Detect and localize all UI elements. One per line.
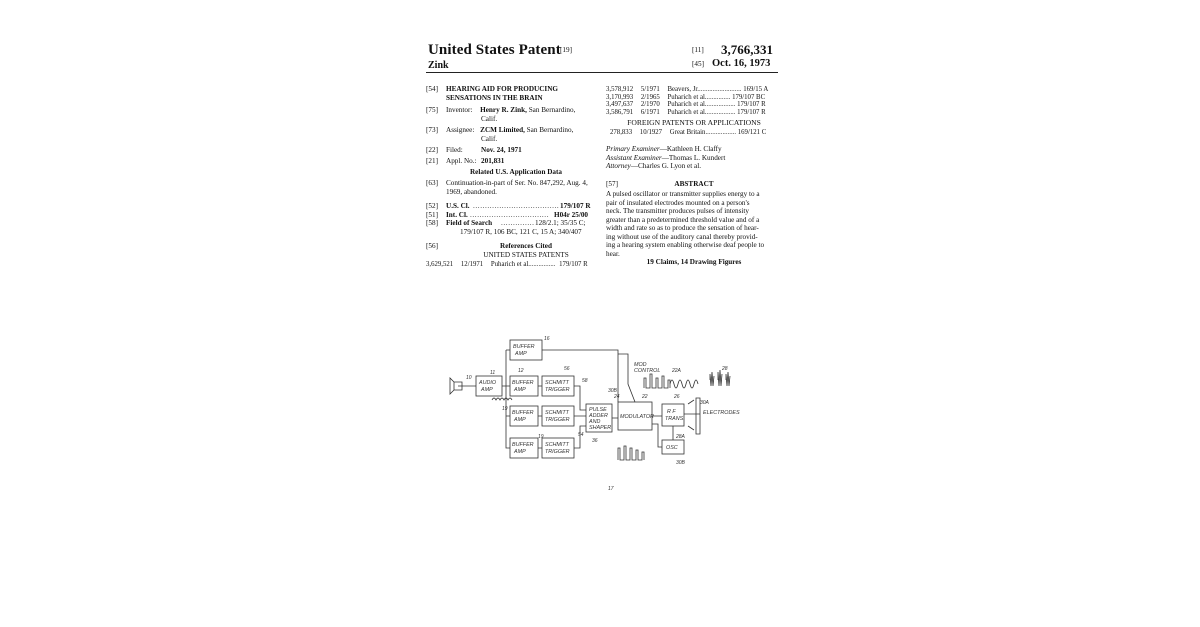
abstract-text: A pulsed oscillator or transmitter supplies energy to a pair of insulated electrodes mounted on a person's neck. The transmitter produces pulses of intensity greater than a predetermined threshold value and of a width and rate so as to produce the sensation of hear- ing without use of the auditory canal thereby provid- ing a hearing system enabling otherwise deaf people to hear. xyxy=(606,190,765,258)
patent-number-code: [11] xyxy=(692,46,704,54)
field-56-code: [56] xyxy=(426,242,438,250)
svg-text:AMP: AMP xyxy=(514,387,526,393)
patent-title: United States Patent xyxy=(428,42,561,58)
svg-text:SCHMITT: SCHMITT xyxy=(545,442,569,448)
title-code: [19] xyxy=(560,46,572,54)
svg-text:16: 16 xyxy=(544,336,550,342)
svg-text:26: 26 xyxy=(674,394,680,400)
field-58-code: [58] xyxy=(426,219,438,227)
inventor-short: Zink xyxy=(428,60,449,71)
svg-text:AMP: AMP xyxy=(514,449,526,455)
svg-text:36: 36 xyxy=(592,438,598,444)
reference-row: 3,578,912 5/1971 Beavers, Jr.......................... 169/15 A xyxy=(606,86,769,93)
abstract-heading: ABSTRACT xyxy=(674,180,714,188)
carrier-waveform xyxy=(670,380,698,388)
svg-text:24: 24 xyxy=(614,394,620,400)
ref-class: 179/107 BC xyxy=(732,93,766,101)
ref-class: 169/15 A xyxy=(743,86,769,93)
assignee-label: Assignee: xyxy=(446,126,475,134)
appl-no-value: 201,831 xyxy=(481,157,505,165)
assignee-field xyxy=(446,126,573,134)
ref-number: 3,629,521 xyxy=(426,261,454,268)
svg-text:OSC: OSC xyxy=(666,445,678,451)
filed-date: Nov. 24, 1971 xyxy=(481,146,522,154)
ref-date: 2/1970 xyxy=(640,101,660,108)
field-75-code: [75] xyxy=(426,106,438,114)
ref-class: 169/121 C xyxy=(737,129,767,136)
ref-number: 278,833 xyxy=(610,129,633,136)
us-cl-label: U.S. Cl. xyxy=(446,202,470,210)
svg-text:12: 12 xyxy=(518,368,524,374)
rf-transmitter-block xyxy=(662,404,684,426)
block-diagram-figure xyxy=(418,334,782,574)
ref-name: Puharich et al. xyxy=(667,101,707,108)
ref-number: 3,497,637 xyxy=(606,101,634,108)
svg-text:58: 58 xyxy=(582,378,588,384)
svg-text:22: 22 xyxy=(642,394,648,400)
svg-text:AMP: AMP xyxy=(481,387,493,393)
svg-text:19: 19 xyxy=(502,406,508,412)
svg-text:SCHMITT: SCHMITT xyxy=(545,410,569,416)
ref-name: Puharich et al. xyxy=(667,108,707,116)
svg-text:PULSE: PULSE xyxy=(589,407,607,413)
ref-date: 10/1927 xyxy=(639,129,663,136)
continuation-line2: 1969, abandoned. xyxy=(446,187,497,196)
ref-number: 3,170,993 xyxy=(606,93,634,101)
patent-number: 3,766,331 xyxy=(721,42,773,57)
related-data-heading: Related U.S. Application Data xyxy=(469,168,563,176)
schmitt-trigger-block-1 xyxy=(542,376,574,396)
ref-date: 6/1971 xyxy=(640,108,660,116)
int-cl-value: H04r 25/00 xyxy=(554,210,589,219)
ref-class: 179/107 R xyxy=(737,108,766,116)
us-patents-heading: UNITED STATES PATENTS xyxy=(483,251,569,259)
attorney: Attorney—Charles G. Lyon et al. xyxy=(606,162,702,170)
ref-name: Puharich et al. xyxy=(667,93,707,101)
buffer-amp-block-4 xyxy=(510,438,538,458)
schmitt-trigger-block-3 xyxy=(542,438,574,458)
invention-title-line2: SENSATIONS IN THE BRAIN xyxy=(446,93,543,102)
foreign-patents-heading: FOREIGN PATENTS OR APPLICATIONS xyxy=(627,118,761,127)
inventor-state: Calif. xyxy=(481,114,498,123)
svg-text:AMP: AMP xyxy=(514,417,526,423)
field-of-search-value: 128/2.1; 35/35 C; xyxy=(535,219,586,227)
svg-text:17: 17 xyxy=(608,486,614,492)
svg-text:54: 54 xyxy=(578,432,584,438)
buffer-amp-block-3 xyxy=(510,406,538,426)
ref-name: Puharich et al. xyxy=(490,261,530,268)
buffer-amp-top-block xyxy=(510,340,542,360)
assignee-state: Calif. xyxy=(481,134,498,143)
svg-text:CONTROL: CONTROL xyxy=(634,368,661,374)
svg-text:TRANS.: TRANS. xyxy=(665,416,685,422)
us-cl-value: 179/107 R xyxy=(560,202,591,210)
svg-text:AMP: AMP xyxy=(515,351,527,357)
ref-class: 179/107 R xyxy=(559,261,588,268)
patent-date: Oct. 16, 1973 xyxy=(712,58,771,69)
svg-text:R F: R F xyxy=(667,409,676,415)
ref-number: 3,586,791 xyxy=(606,108,634,116)
references-cited-heading: References Cited xyxy=(500,242,552,250)
field-21-code: [21] xyxy=(426,157,438,165)
filed-label: Filed: xyxy=(446,146,463,154)
ref-name: Great Britain xyxy=(669,129,706,136)
ref-name: Beavers, Jr. xyxy=(667,86,700,93)
svg-text:30B: 30B xyxy=(608,388,617,394)
buffer-amp-top-label: BUFFER xyxy=(513,344,535,350)
svg-text:MODULATOR: MODULATOR xyxy=(620,414,654,420)
modulated-output-waveform xyxy=(710,370,730,386)
header-rule xyxy=(426,72,778,73)
reference-row: 3,497,637 2/1970 Puharich et al.................. 179/107 R xyxy=(606,101,766,108)
svg-text:AUDIO: AUDIO xyxy=(479,380,497,386)
electrodes-label: ELECTRODES xyxy=(703,410,740,416)
inventor-label: Inventor: xyxy=(446,106,473,114)
field-54-code: [54] xyxy=(426,85,438,93)
svg-text:30A: 30A xyxy=(700,400,709,406)
buffer-amp-block-2 xyxy=(510,376,538,396)
ref-date: 2/1965 xyxy=(640,93,660,101)
svg-text:11: 11 xyxy=(490,370,496,376)
input-pulse-waveform xyxy=(618,446,644,460)
svg-text:56: 56 xyxy=(564,366,570,372)
field-52-code: [52] xyxy=(426,202,438,210)
assistant-examiner: Assistant Examiner—Thomas L. Kundert xyxy=(606,153,726,162)
field-51-code: [51] xyxy=(426,210,438,219)
svg-text:TRIGGER: TRIGGER xyxy=(545,449,570,455)
svg-text:BUFFER: BUFFER xyxy=(512,442,534,448)
field-of-search-label: Field of Search xyxy=(446,219,493,227)
field-22-code: [22] xyxy=(426,146,438,154)
ref-date: 5/1971 xyxy=(640,86,660,93)
field-73-code: [73] xyxy=(426,126,438,134)
invention-title-line1: HEARING AID FOR PRODUCING xyxy=(446,85,559,93)
svg-text:22A: 22A xyxy=(672,368,681,374)
svg-text:BUFFER: BUFFER xyxy=(512,410,534,416)
reference-row: 3,170,993 2/1965 Puharich et al............... 179/107 BC xyxy=(606,93,766,101)
svg-text:28A: 28A xyxy=(676,434,685,440)
microphone-icon xyxy=(450,378,464,394)
audio-amp-block xyxy=(476,376,502,396)
svg-text:30B: 30B xyxy=(676,460,685,466)
ref-number: 3,578,912 xyxy=(606,86,634,93)
ref-date: 12/1971 xyxy=(460,261,484,268)
reference-row: 3,629,521 12/1971 Puharich et al................ 179/107 R xyxy=(426,261,588,268)
schmitt-trigger-block-2 xyxy=(542,406,574,426)
patent-page: United States Patent [19] Zink [11] 3,766,331 [45] Oct. 16, 1973 [54] HEARING AID FOR PRODUCING SENSATIONS IN THE BRAIN [75] Inventor: Henry R. Zink, San Bernardino, Calif. [73] Assignee: ZCM Limited, San Bernardino, Calif. [22] Filed: Nov. 24, 1971 [21] Appl. No.: 201,831 Related U.S. Application Data [63] Continuation-in-part of Ser. No. 847,292, Aug. 4, 1969, abandoned. [52] U.S. Cl. .................................... 179/107 R [51] Int. Cl. ................................. H04r 25/00 [58] Field of Search .............. 128/2.1; 35/35 C; 179/107 R, 106 BC, 121 C, 15 A; 340/407 [56] References Cited UNITED STATES PATENTS 3,629,521 12/1971 Puharich et al................ 179/107 R 3,578,912 5/1971 Beavers, Jr.......................... 169/15 A 3,170,993 2/1965 Puharich et al............... 179/107 BC 3,497,637 2/1970 Puharich et al.................. 179/107 R 3,586,791 6/1971 Puharich et al.................. 179/107 R FOREIGN PATENTS OR APPLICATIONS 278,833 10/1927 Great Britain.................. 169/121 C Primary Examiner—Kathleen H. Claffy Assistant Examiner—Thomas L. Kundert Attorney—Charles G. Lyon et al. [57] ABSTRACT A pulsed oscillator or transmitter supplies energy to a pair of insulated electrodes mounted on a person's neck. The transmitter produces pulses of intensity greater than a predetermined threshold value and of a width and rate so as to produce the sensation of hear- ing without use of the auditory canal thereby provid- ing a hearing system enabling otherwise deaf people to hear. 19 Claims, 14 Drawing Figures BUFFER AMP AUDIO AMP BUFFER AMP SCHMITT TRIGGER BUFFER AMP SCHMITT TRIGGER BUFFER AMP SCHMITT TRIGGER PULSE ADDER AND SHAPER MODULATOR R F TRANS. OSC MOD CONTROL ELECTRODES 10 11 12 16 19 19 22 22A 24 26 28 28A 30A 30B 36 30B 56 58 54 17 xyxy=(418,34,782,624)
field-57-code: [57] xyxy=(606,180,618,188)
foreign-reference-row: 278,833 10/1927 Great Britain.................. 169/121 C xyxy=(610,129,767,136)
svg-text:TRIGGER: TRIGGER xyxy=(545,387,570,393)
input-coil xyxy=(492,398,512,400)
svg-text:19: 19 xyxy=(538,434,544,440)
pulse-train-waveform xyxy=(644,374,670,388)
svg-text:28: 28 xyxy=(722,366,728,372)
inventor-field xyxy=(446,106,575,114)
svg-text:SHAPER: SHAPER xyxy=(589,425,612,431)
svg-text:10: 10 xyxy=(466,375,472,381)
mod-control-label: MOD xyxy=(634,362,647,368)
inventor-location: San Bernardino, xyxy=(526,106,576,114)
continuation-line1: Continuation-in-part of Ser. No. 847,292, Aug. 4, xyxy=(446,179,588,187)
inventor-name: Henry R. Zink, xyxy=(480,106,527,114)
svg-text:BUFFER: BUFFER xyxy=(512,380,534,386)
assignee-name: ZCM Limited, xyxy=(480,126,525,134)
reference-row: 3,586,791 6/1971 Puharich et al.................. 179/107 R xyxy=(606,108,766,116)
svg-text:ADDER: ADDER xyxy=(589,413,608,419)
claims-summary: 19 Claims, 14 Drawing Figures xyxy=(646,258,742,266)
appl-no-label: Appl. No.: xyxy=(446,157,477,165)
assignee-location: San Bernardino, xyxy=(524,126,574,134)
date-code: [45] xyxy=(692,60,704,68)
field-of-search-line2: 179/107 R, 106 BC, 121 C, 15 A; 340/407 xyxy=(460,227,582,236)
svg-text:SCHMITT: SCHMITT xyxy=(545,380,569,386)
field-63-code: [63] xyxy=(426,179,438,187)
svg-text:AND: AND xyxy=(589,419,601,425)
primary-examiner: Primary Examiner—Kathleen H. Claffy xyxy=(606,145,722,153)
ref-class: 179/107 R xyxy=(737,101,766,108)
svg-text:TRIGGER: TRIGGER xyxy=(545,417,570,423)
int-cl-label: Int. Cl. xyxy=(446,210,468,219)
